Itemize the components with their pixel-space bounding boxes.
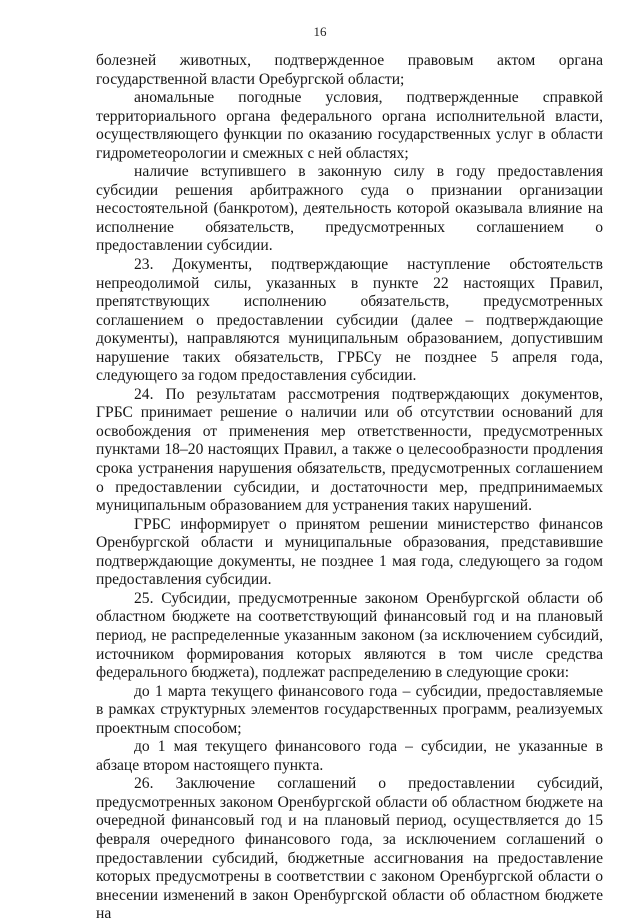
paragraph-grbs-informs: ГРБС информирует о принятом решении министерство финансов Оренбургской области и муниципальные образования, представившие подтверждающие документы, не позднее 1 мая года, следующего за годом предоставления субсидии. bbox=[96, 515, 603, 589]
paragraph-item-25: 25. Субсидии, предусмотренные законом Оренбургской области об областном бюджете на соответствующий финансовый год и на плановый период, не распределенные указанным законом (за исключением субсидий, источником формирования которых являются в том числе средства федерального бюджета), подлежат распределению в следующие сроки: bbox=[96, 589, 603, 682]
paragraph-item-24: 24. По результатам рассмотрения подтверждающих документов, ГРБС принимает решение о наличии или об отсутствии оснований для освобождения от применения мер ответственности, предусмотренных пунктами 18–20 настоящих Правил, а также о целесообразности продления срока устранения нарушения обязательств, предусмотренных соглашением о предоставлении субсидии, и достаточности мер, предпринимаемых муниципальным образованием для устранения таких нарушений. bbox=[96, 385, 603, 515]
paragraph-continuation: болезней животных, подтвержденное правовым актом органа государственной власти Оребургской области; bbox=[96, 52, 603, 88]
paragraph-item-23: 23. Документы, подтверждающие наступление обстоятельств непреодолимой силы, указанных в пункте 22 настоящих Правил, препятствующих исполнению обязательств, предусмотренных соглашением о предоставлении субсидии (далее – подтверждающие документы), направляются муниципальным образованием, допустившим нарушение таких обязательств, ГРБСу не позднее 5 апреля года, следующего за годом предоставления субсидии. bbox=[96, 256, 603, 385]
paragraph-weather: аномальные погодные условия, подтвержденные справкой территориального органа федерального органа исполнительной власти, осуществляющего функции по оказанию государственных услуг в области гидрометеорологии и смежных с ней областях; bbox=[96, 89, 603, 162]
paragraph-may-deadline: до 1 мая текущего финансового года – субсидии, не указанные в абзаце втором настоящего пункта. bbox=[96, 738, 603, 774]
paragraph-march-deadline: до 1 марта текущего финансового года – субсидии, предоставляемые в рамках структурных элементов государственных программ, реализуемых проектным способом; bbox=[96, 682, 603, 737]
document-body bbox=[96, 52, 603, 924]
page-number: 16 bbox=[313, 24, 327, 39]
paragraph-bankruptcy: наличие вступившего в законную силу в году предоставления субсидии решения арбитражного суда о признании организации несостоятельной (банкротом), деятельность которой оказывала влияние на исполнение обязательств, предусмотренных соглашением о предоставлении субсидии. bbox=[96, 163, 603, 255]
paragraph-item-26: 26. Заключение соглашений о предоставлении субсидий, предусмотренных законом Оренбургской области об областном бюджете на очередной финансовый год и на плановый период, осуществляется до 15 февраля очередного финансового года, за исключением соглашений о предоставлении субсидий, бюджетные ассигнования на предоставление которых предусмотрены в соответствии с законом Оренбургской области о внесении изменений в закон Оренбургской области об областном бюджете на bbox=[96, 775, 603, 923]
